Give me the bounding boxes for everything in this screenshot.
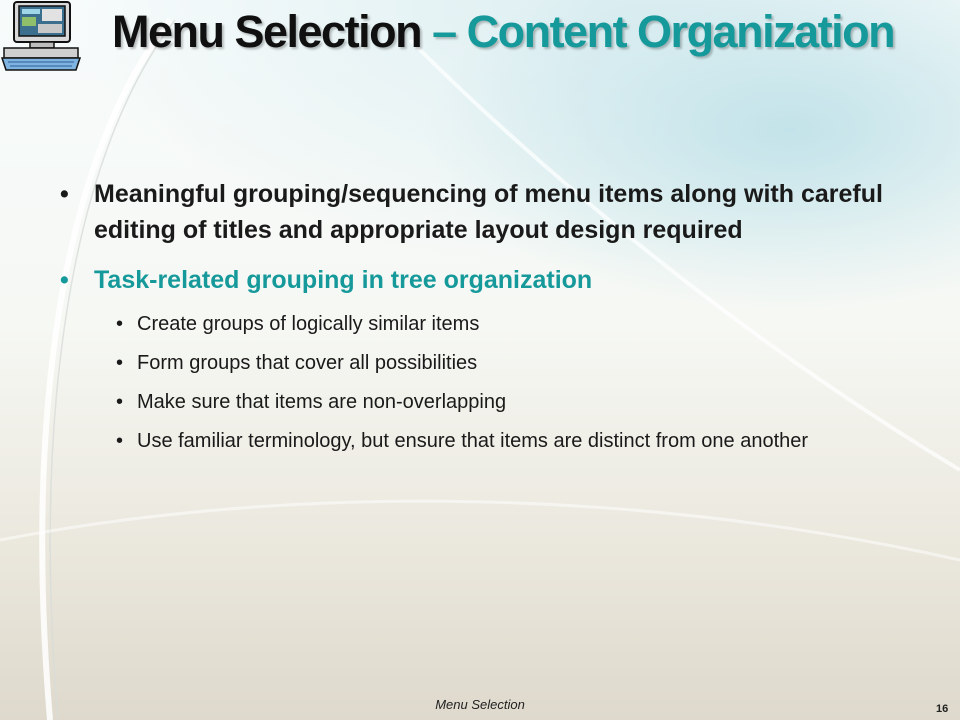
sub-bullet-item bbox=[116, 390, 890, 414]
sub-bullet-item bbox=[116, 429, 890, 453]
bullet-item bbox=[60, 262, 890, 298]
bullet-list bbox=[60, 176, 890, 453]
footer-label: Menu Selection bbox=[435, 697, 525, 712]
sub-bullet-item bbox=[116, 312, 890, 336]
slide-title bbox=[112, 2, 894, 62]
sub-bullet-text: Use familiar terminology, but ensure that items are distinct from one another bbox=[137, 430, 809, 452]
bullet-dot: • bbox=[116, 313, 124, 335]
bullet-item bbox=[60, 176, 890, 248]
bullet-text: Task-related grouping in tree organization bbox=[94, 266, 593, 294]
sub-bullet-text: Form groups that cover all possibilities bbox=[137, 352, 478, 374]
bullet-dot: • bbox=[60, 180, 69, 208]
bullet-dot: • bbox=[60, 266, 69, 294]
computer-icon bbox=[0, 0, 82, 72]
page-number: 16 bbox=[936, 703, 949, 715]
bullet-dot: • bbox=[116, 391, 124, 413]
title-subtitle: – Content Organization bbox=[421, 6, 895, 57]
bullet-text: Meaningful grouping/sequencing of menu items along with careful editing of titles and appropriate layout design required bbox=[94, 180, 883, 244]
bullet-dot: • bbox=[116, 352, 124, 374]
sub-bullet-text: Make sure that items are non-overlapping bbox=[137, 391, 507, 413]
bullet-dot: • bbox=[116, 430, 124, 452]
sub-bullet-text: Create groups of logically similar items bbox=[137, 313, 480, 335]
title-main: Menu Selection bbox=[112, 6, 422, 57]
sub-bullet-item bbox=[116, 351, 890, 375]
